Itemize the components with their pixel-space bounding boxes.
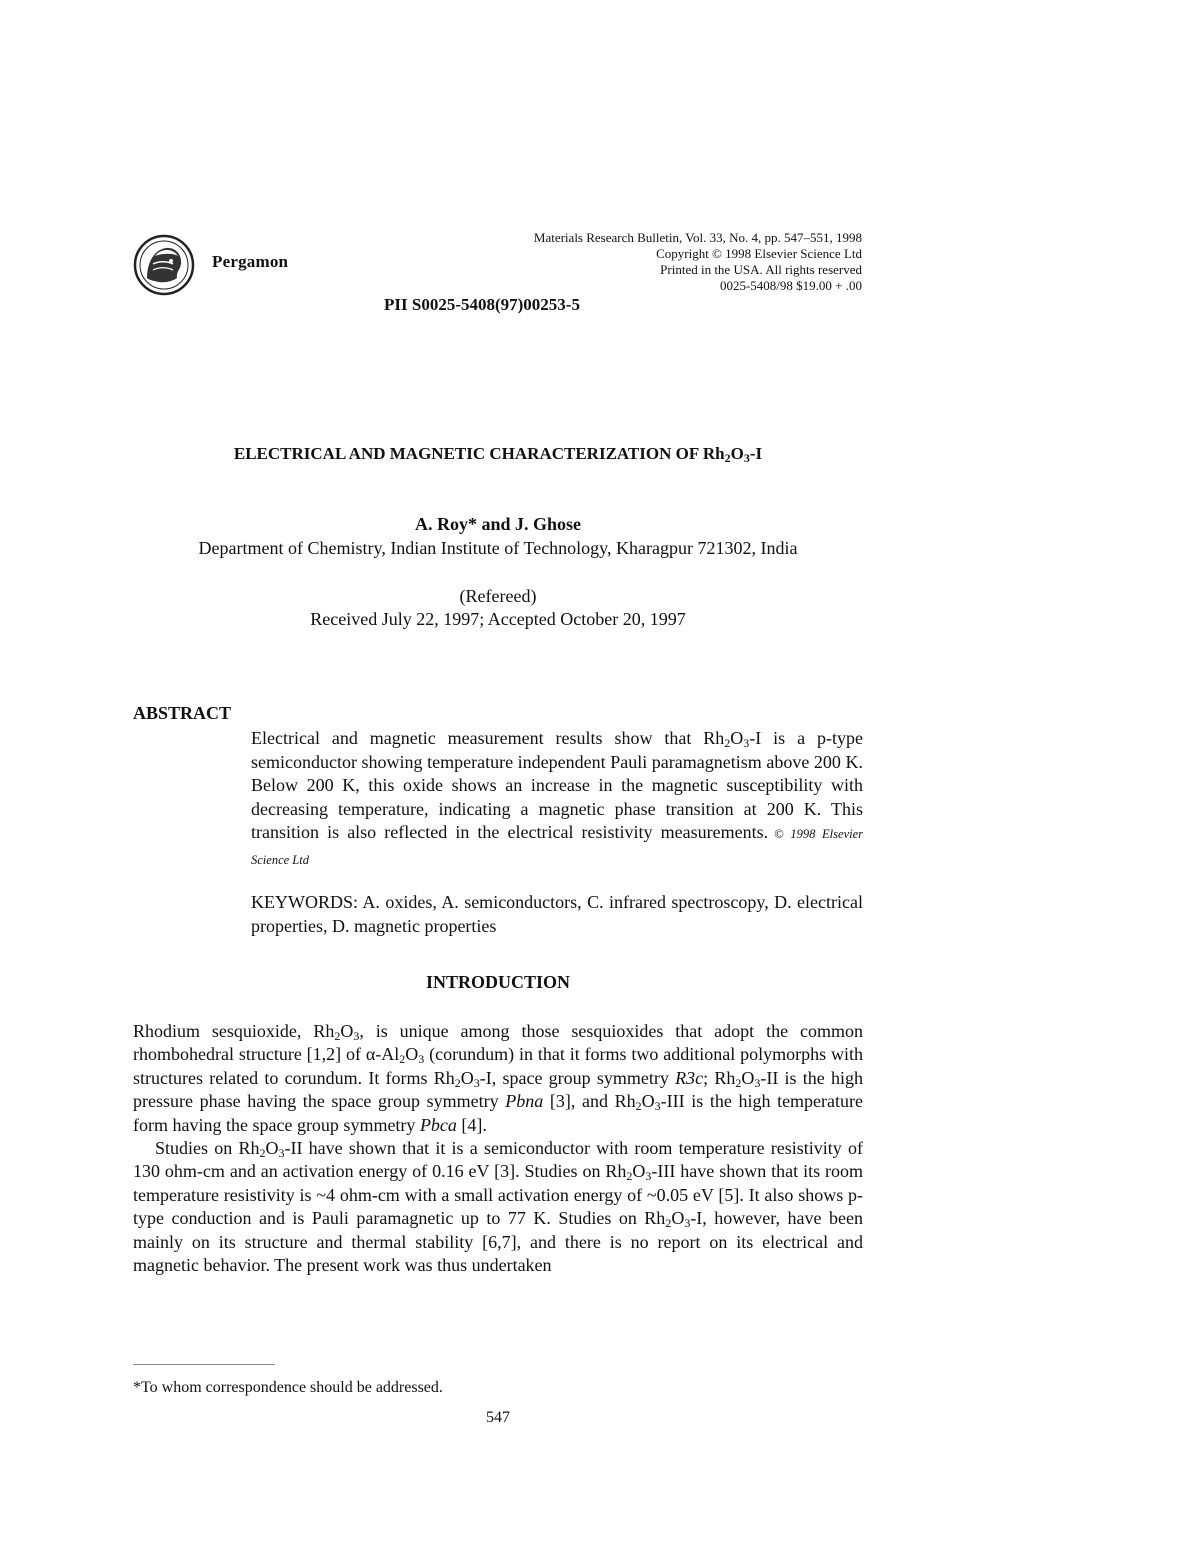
introduction-heading: INTRODUCTION xyxy=(425,972,571,992)
intro-paragraph-1: Rhodium sesquioxide, $Rh_2O_3$, is unique among those sesquioxides that adopt the common rhombohedral structure [1,2] of $\alpha-Al_2O_3$ (corundum) in that it forms two additional polymorphs with structures related to corundum. It forms $Rh_2O_3-I$, space group symmetry R3c; $Rh_2O_3-II$ is the high pressure phase having the space group symmetry Pbna [3], and $Rh_2O_3$-III is the high temperature form having the space group symmetry Pbca [4]. xyxy=(133,1021,864,1135)
journal-printed: Printed in the USA. All rights reserved xyxy=(660,262,862,277)
abstract-text: Electrical and magnetic measurement results show that $Rh_2O_3-I$ is a p-type semiconductor showing temperature independent Pauli paramagnetism above 200 K. Below 200 K, this oxide shows an increase in the magnetic susceptibility with decreasing temperature, indicating a magnetic phase transition at 200 K. This transition is also reflected in the electrical resistivity measurements. © 1998 Elsevier Science Ltd xyxy=(251,728,864,867)
footnote-divider xyxy=(133,1364,275,1365)
keywords: KEYWORDS: A. oxides, A. semiconductors, C. infrared spectroscopy, D. electrical properties, D. magnetic properties xyxy=(251,892,863,936)
journal-info xyxy=(534,230,862,294)
publisher-name: Pergamon xyxy=(212,252,289,271)
intro-paragraph-2: Studies on $Rh_2O_3-II$ have shown that it is a semiconductor with room temperature resistivity of 130 ohm-cm and an activation energy of 0.16 eV [3]. Studies on $Rh_2O_3$-III have shown that its room temperature resistivity is ~4 ohm-cm with a small activation energy of ~0.05 eV [5]. It also shows p-type conduction and is Pauli paramagnetic up to 77 K. Studies on $Rh_2O_3-I$, however, have been mainly on its structure and thermal stability [6,7], and there is no report on its electrical and magnetic behavior. The present work was thus undertaken xyxy=(133,1138,864,1276)
journal-copyright: Copyright © 1998 Elsevier Science Ltd xyxy=(656,246,862,261)
journal-citation: Materials Research Bulletin, Vol. 33, No. 4, pp. 547–551, 1998 xyxy=(533,230,862,245)
authors: A. Roy* and J. Ghose xyxy=(414,514,582,534)
correspondence-footnote: *To whom correspondence should be addressed. xyxy=(133,1379,443,1396)
journal-price: 0025-5408/98 $19.00 + .00 xyxy=(719,278,862,293)
introduction-body xyxy=(133,1020,863,1277)
publisher-logo-icon xyxy=(133,234,195,296)
affiliation: Department of Chemistry, Indian Institute of Technology, Kharagpur 721302, India xyxy=(198,538,798,558)
article-title: ELECTRICAL AND MAGNETIC CHARACTERIZATION OF $Rh_2O_3-I$ xyxy=(233,444,763,465)
page-number: 547 xyxy=(486,1409,510,1426)
abstract-heading: ABSTRACT xyxy=(133,703,232,723)
refereed-note: (Refereed) xyxy=(459,586,537,606)
received-dates: Received July 22, 1997; Accepted October 20, 1997 xyxy=(310,609,686,629)
abstract-copyright: © 1998 Elsevier Science Ltd xyxy=(251,827,864,867)
pii-identifier: PII S0025-5408(97)00253-5 xyxy=(384,295,580,314)
